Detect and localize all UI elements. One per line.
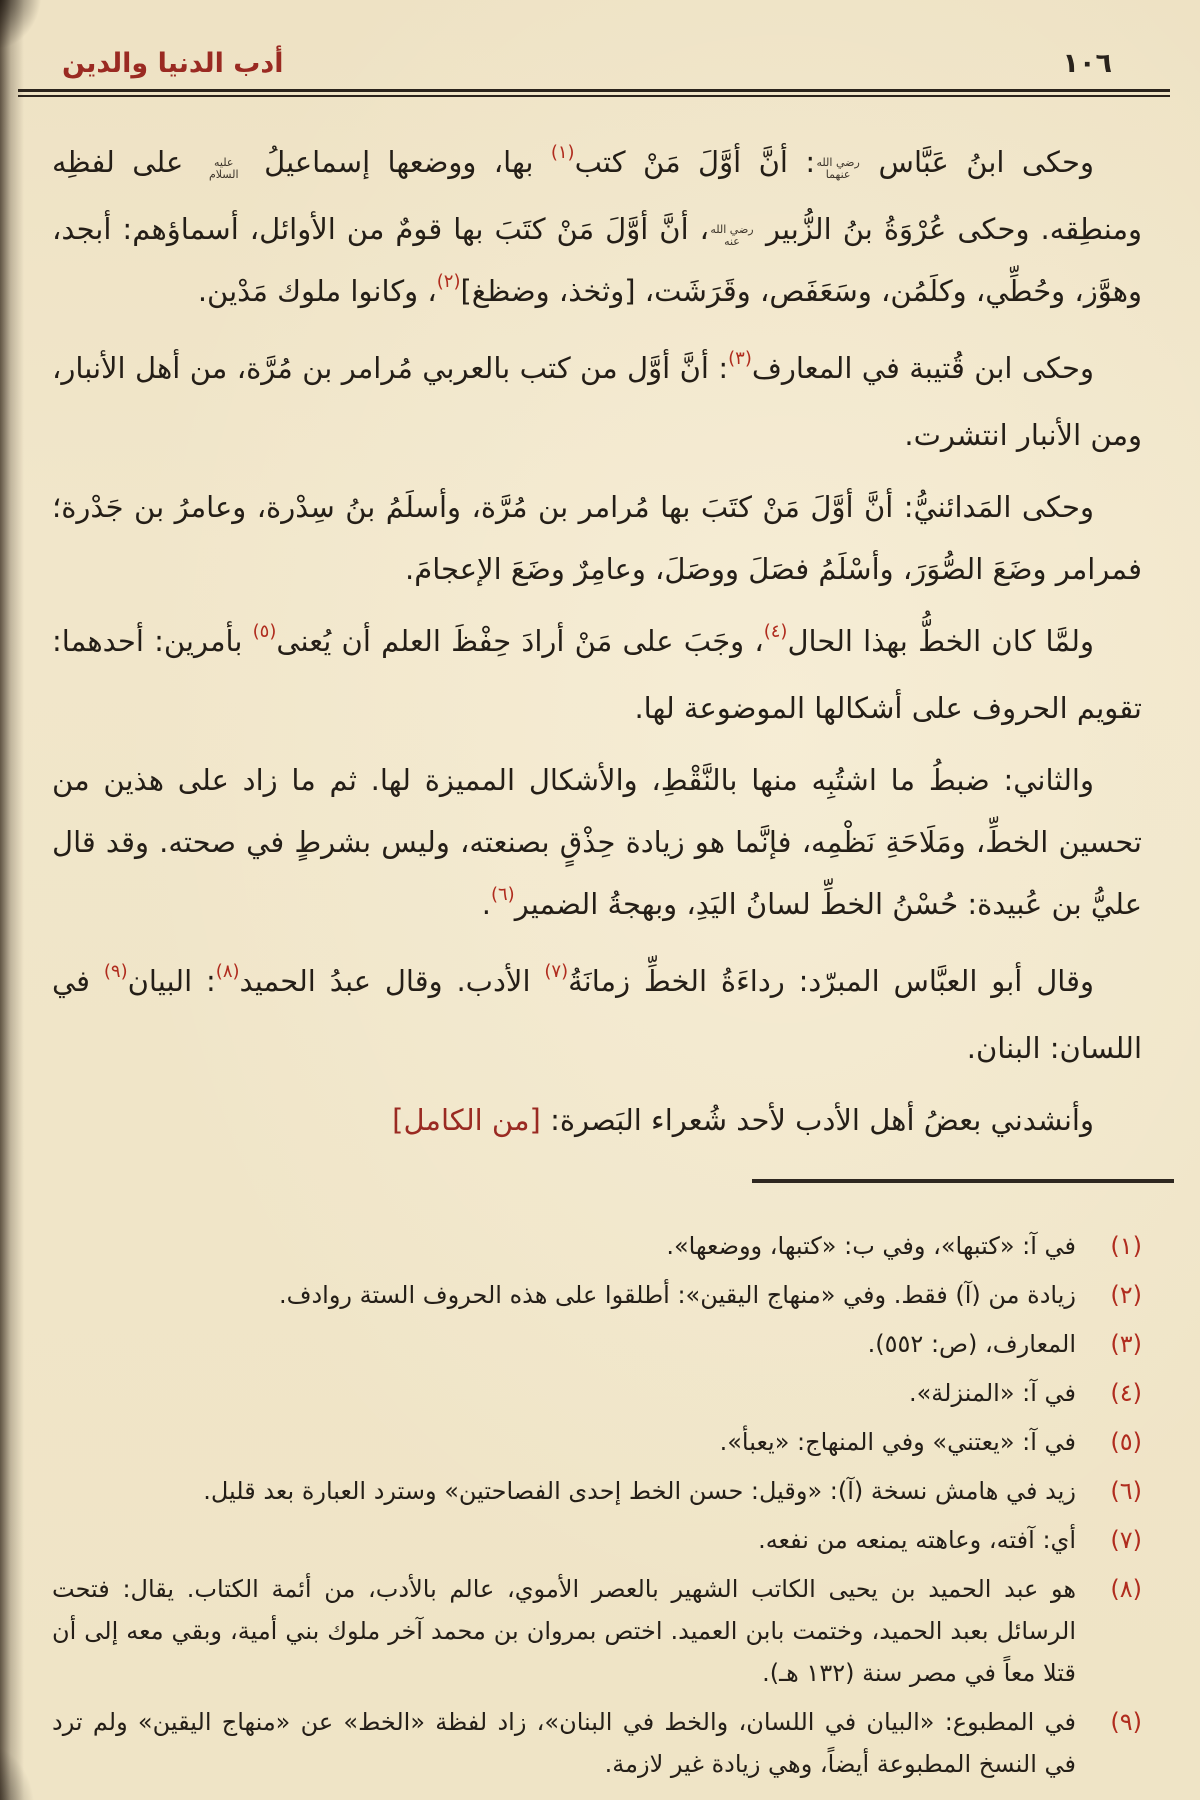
text-run: : أنَّ أوَّلَ مَنْ كتب	[574, 145, 816, 179]
text-run: بها، ووضعها إسماعيلُ	[246, 145, 551, 179]
footnote-number: (٧)	[1110, 1526, 1142, 1554]
text-run: وحكى ابنُ عَبَّاس	[861, 145, 1094, 179]
footnote-item	[52, 1323, 1142, 1365]
paragraph	[52, 476, 1142, 600]
footnote-item	[52, 1568, 1142, 1694]
text-run: ، وكانوا ملوك مَدْين.	[197, 274, 437, 308]
text-run: بأمرين: أحدهما: تقويم الحروف على أشكالها الموضوعة لها.	[52, 624, 1142, 725]
scan-edge-shadow	[0, 0, 24, 1800]
footnote-text: في آ: «كتبها»، وفي ب: «كتبها، ووضعها».	[666, 1232, 1076, 1260]
footnote-text: زيد في هامش نسخة (آ): «وقيل: حسن الخط إحدى الفصاحتين» وسترد العبارة بعد قليل.	[203, 1477, 1076, 1505]
footnote-item	[52, 1372, 1142, 1414]
footnote-marker: (٩)	[103, 961, 128, 982]
text-run: الأدب. وقال عبدُ الحميد	[239, 964, 545, 998]
footnote-divider-rule	[752, 1179, 1174, 1183]
footnote-number: (٨)	[1110, 1575, 1142, 1603]
footnote-text: هو عبد الحميد بن يحيى الكاتب الشهير بالعصر الأموي، عالم بالأدب، من أئمة الكتاب. يقال: فتحت الرسائل بعبد الحميد، وختمت بابن العميد. اختص بمروان بن محمد آخر ملوك بني أمية، وبقي معه إلى أن قتلا معاً في مصر سنة (١٣٢ هـ).	[52, 1575, 1076, 1687]
footnote-item	[52, 1225, 1142, 1267]
text-run: وحكى المَدائنيُّ: أنَّ أوَّلَ مَنْ كتَبَ بها مُرامر بن مُرَّة، وأسلَمُ بنُ سِدْرة، وعامرُ بن جَدْرة؛ فمرامر وضَعَ الصُّوَرَ، وأسْلَمُ فصَلَ ووصَلَ، وعامِرٌ وضَعَ الإعجامَ.	[52, 490, 1142, 586]
text-run: : أنَّ أوَّل من كتب بالعربي مُرامر بن مُرَّة، من أهل الأنبار، ومن الأنبار انتشرت.	[52, 351, 1142, 452]
paragraph	[52, 337, 1142, 466]
footnote-text: المعارف، (ص: ٥٥٢).	[867, 1330, 1076, 1358]
footnote-marker: (٢)	[436, 271, 461, 292]
honorific-mark: رضي الله عنه	[710, 222, 754, 248]
text-run: والثاني: ضبطُ ما اشتُبِه منها بالنَّقْطِ، والأشكال المميزة لها. ثم ما زاد على هذين من تحسين الخطِّ، ومَلَاحَةِ نَظْمِه، فإنَّما هو زيادة حِذْقٍ بصنعته، وليس بشرطٍ في صحته. وقد قال عليُّ بن عُبيدة: حُسْنُ الخطِّ لسانُ اليَدِ، وبهجةُ الضمير	[52, 763, 1142, 921]
footnote-item	[52, 1701, 1142, 1785]
honorific-mark: عليه السلام	[208, 155, 239, 181]
honorific-mark: رضي الله عنهما	[816, 155, 860, 181]
footnote-item	[52, 1274, 1142, 1316]
footnote-number: (٢)	[1110, 1281, 1142, 1309]
footnote-marker: (١)	[550, 142, 575, 163]
paragraph	[52, 1089, 1142, 1151]
footnote-number: (٥)	[1110, 1428, 1142, 1456]
footnote-number: (١)	[1110, 1232, 1142, 1260]
page-header	[0, 0, 1200, 85]
footnote-number: (٣)	[1110, 1330, 1142, 1358]
footnote-number: (٩)	[1110, 1708, 1142, 1736]
poetic-meter-note: [من الكامل]	[392, 1103, 541, 1137]
text-run: على لفظِه ومنطِقه. وحكى عُرْوَةُ بنُ الزُّبير	[52, 145, 1142, 246]
footnote-text: زيادة من (آ) فقط. وفي «منهاج اليقين»: أطلقوا على هذه الحروف الستة روادف.	[278, 1281, 1076, 1309]
text-run: وقال أبو العبَّاس المبرّد: رداءَةُ الخطِّ زمانَةُ	[568, 964, 1094, 998]
paragraph	[52, 749, 1142, 940]
footnote-item	[52, 1421, 1142, 1463]
footnote-marker: (٣)	[728, 348, 752, 369]
paragraph	[52, 610, 1142, 739]
footnote-item	[52, 1470, 1142, 1512]
footnote-text: في آ: «المنزلة».	[908, 1379, 1076, 1407]
scan-corner-artifact	[0, 1745, 35, 1800]
text-run: وأنشدني بعضُ أهل الأدب لأحد شُعراء البَصرة:	[540, 1103, 1094, 1137]
text-run: .	[481, 887, 491, 921]
text-run: ولمَّا كان الخطُّ بهذا الحال	[787, 624, 1094, 658]
footnote-marker: (٥)	[252, 621, 277, 642]
footnote-number: (٤)	[1110, 1379, 1142, 1407]
footnote-item	[52, 1519, 1142, 1561]
text-run: : البيان	[127, 964, 216, 998]
paragraph	[52, 950, 1142, 1079]
footnote-text: في آ: «يعتني» وفي المنهاج: «يعبأ».	[719, 1428, 1076, 1456]
footnote-marker: (٧)	[544, 961, 569, 982]
text-run: ، وجَبَ على مَنْ أرادَ حِفْظَ العلم أن يُعنى	[276, 624, 764, 658]
footnote-text: أي: آفته، وعاهته يمنعه من نفعه.	[758, 1526, 1076, 1554]
page-number: ١٠٦	[1062, 48, 1112, 79]
footnote-marker: (٨)	[215, 961, 240, 982]
paragraph	[52, 131, 1142, 327]
footnotes-block	[52, 1225, 1142, 1785]
main-text-block	[52, 131, 1142, 1151]
footnote-text: في المطبوع: «البيان في اللسان، والخط في البنان»، زاد لفظة «الخط» عن «منهاج اليقين» ولم ترد في النسخ المطبوعة أيضاً، وهي زيادة غير لازمة.	[52, 1708, 1076, 1778]
text-run: وحكى ابن قُتيبة في المعارف	[751, 351, 1094, 385]
text-run: ، أنَّ أوَّلَ مَنْ كتَبَ بها قومٌ من الأوائل، أسماؤهم: أبجد، وهوَّز، وحُطِّي، وكلَمُن، وسَعَفَص، وقَرَشَت، [وثخذ، وضظغ]	[52, 212, 1142, 308]
header-double-rule	[18, 89, 1170, 97]
footnote-marker: (٤)	[763, 621, 788, 642]
text-run: في اللسان: البنان.	[52, 964, 1142, 1065]
footnote-marker: (٦)	[490, 884, 515, 905]
book-title: أدب الدنيا والدين	[62, 48, 284, 79]
footnote-number: (٦)	[1110, 1477, 1142, 1505]
